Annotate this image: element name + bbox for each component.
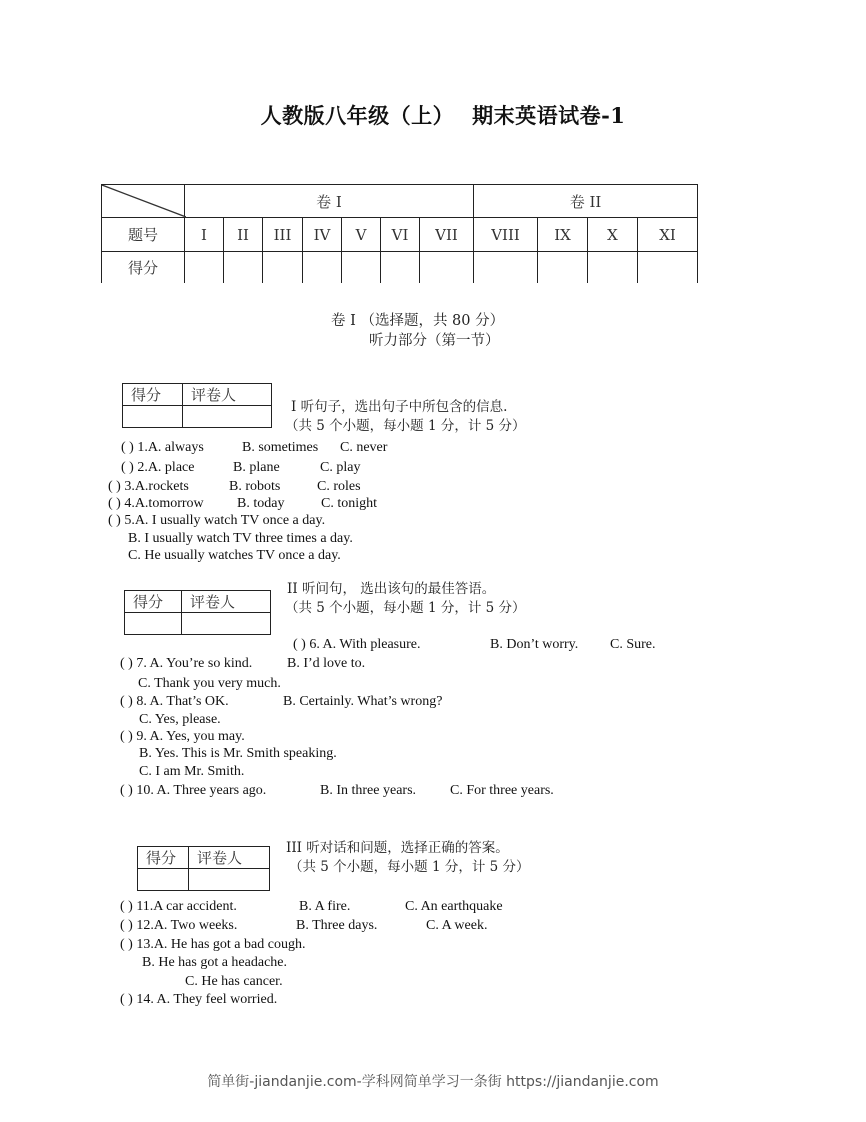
grader-score-label: 得分: [125, 591, 182, 613]
part3-points: （共 5 个小题，每小题 1 分，计 5 分）: [289, 859, 530, 875]
question-2-option-c: C. play: [320, 460, 361, 475]
question-9-option-c: C. I am Mr. Smith.: [139, 764, 245, 779]
question-4-option-c: C. tonight: [321, 496, 378, 511]
score-cell[interactable]: [420, 252, 474, 284]
grader-name-cell[interactable]: [182, 613, 271, 635]
footer-watermark: 简单街-jiandanjie.com-学科网简单学习一条街 https://jiandanjie.com: [207, 1074, 659, 1090]
question-9: ( ) 9. A. Yes, you may.: [120, 729, 245, 744]
grader-score-label: 得分: [138, 847, 189, 869]
question-8-option-c: C. Yes, please.: [139, 712, 221, 727]
group-header-paper2: 卷 II: [474, 185, 698, 218]
score-cell[interactable]: [303, 252, 342, 284]
score-cell[interactable]: [263, 252, 303, 284]
question-8: ( ) 8. A. That’s OK.: [120, 694, 229, 709]
score-cell[interactable]: [224, 252, 263, 284]
diagonal-line-icon: [102, 185, 186, 218]
part3-instruction: III 听对话和问题，选择正确的答案。: [286, 840, 509, 856]
grader-name-cell[interactable]: [183, 406, 272, 428]
grader-name-label: 评卷人: [183, 384, 272, 406]
question-10-option-c: C. For three years.: [450, 783, 554, 798]
question-3-option-c: C. roles: [317, 479, 361, 494]
row-label-score: 得分: [102, 252, 185, 284]
grader-score-cell[interactable]: [125, 613, 182, 635]
score-table: [101, 184, 698, 283]
diagonal-header-cell: [102, 185, 185, 218]
question-13: ( ) 13.A. He has got a bad cough.: [120, 937, 306, 952]
question-1: ( ) 1.A. always: [121, 440, 204, 455]
question-7-option-c: C. Thank you very much.: [138, 676, 281, 691]
page-title: [0, 100, 866, 130]
question-3: ( ) 3.A.rockets: [108, 479, 189, 494]
question-6: ( ) 6. A. With pleasure.: [293, 637, 421, 652]
question-2-option-b: B. plane: [233, 460, 280, 475]
grader-name-label: 评卷人: [182, 591, 271, 613]
column-header: II: [224, 218, 263, 252]
question-10-option-b: B. In three years.: [320, 783, 417, 798]
score-cell[interactable]: [474, 252, 538, 284]
question-7-option-b: B. I’d love to.: [287, 656, 366, 671]
question-5-option-c: C. He usually watches TV once a day.: [128, 548, 341, 563]
question-6-option-c: C. Sure.: [610, 637, 656, 652]
column-header: IV: [303, 218, 342, 252]
question-3-option-b: B. robots: [229, 479, 281, 494]
question-14: ( ) 14. A. They feel worried.: [120, 992, 278, 1007]
question-11: ( ) 11.A car accident.: [120, 899, 237, 914]
column-header: I: [185, 218, 224, 252]
question-4: ( ) 4.A.tomorrow: [108, 496, 204, 511]
grader-box: [122, 383, 272, 428]
column-header: VI: [381, 218, 420, 252]
group-header-paper1: 卷 I: [185, 185, 474, 218]
section-header-line2: 听力部分（第一节）: [369, 333, 500, 349]
part2-instruction: II 听问句， 选出该句的最佳答语。: [287, 581, 496, 597]
question-11-option-b: B. A fire.: [299, 899, 351, 914]
question-5: ( ) 5.A. I usually watch TV once a day.: [108, 513, 326, 528]
question-8-option-b: B. Certainly. What’s wrong?: [283, 694, 443, 709]
score-cell[interactable]: [381, 252, 420, 284]
question-7: ( ) 7. A. You’re so kind.: [120, 656, 253, 671]
column-header: VIII: [474, 218, 538, 252]
part1-points: （共 5 个小题，每小题 1 分，计 5 分）: [285, 418, 526, 434]
score-cell[interactable]: [588, 252, 638, 284]
question-12-option-b: B. Three days.: [296, 918, 378, 933]
question-4-option-b: B. today: [237, 496, 285, 511]
grader-score-cell[interactable]: [138, 869, 189, 891]
score-cell[interactable]: [538, 252, 588, 284]
question-13-option-b: B. He has got a headache.: [142, 955, 287, 970]
title-part2: 期末英语试卷-1: [472, 103, 626, 128]
question-13-option-c: C. He has cancer.: [185, 974, 283, 989]
question-11-option-c: C. An earthquake: [405, 899, 503, 914]
grader-box: [124, 590, 271, 635]
title-part1: 人教版八年级（上）: [260, 103, 455, 128]
question-6-option-b: B. Don’t worry.: [490, 637, 579, 652]
column-header: VII: [420, 218, 474, 252]
grader-box: [137, 846, 270, 891]
question-5-option-b: B. I usually watch TV three times a day.: [128, 531, 353, 546]
column-header: III: [263, 218, 303, 252]
question-1-option-c: C. never: [340, 440, 388, 455]
part2-points: （共 5 个小题，每小题 1 分，计 5 分）: [285, 600, 526, 616]
column-header: V: [342, 218, 381, 252]
row-label-question-no: 题号: [102, 218, 185, 252]
part1-instruction: I 听句子，选出句子中所包含的信息.: [291, 399, 508, 415]
question-12: ( ) 12.A. Two weeks.: [120, 918, 238, 933]
question-10: ( ) 10. A. Three years ago.: [120, 783, 267, 798]
question-12-option-c: C. A week.: [426, 918, 488, 933]
grader-name-cell[interactable]: [189, 869, 270, 891]
question-2: ( ) 2.A. place: [121, 460, 195, 475]
question-9-option-b: B. Yes. This is Mr. Smith speaking.: [139, 746, 337, 761]
score-cell[interactable]: [638, 252, 698, 284]
grader-score-cell[interactable]: [123, 406, 183, 428]
section-header-line1: 卷 I （选择题，共 80 分）: [331, 313, 505, 329]
score-cell[interactable]: [185, 252, 224, 284]
column-header: IX: [538, 218, 588, 252]
grader-name-label: 评卷人: [189, 847, 270, 869]
grader-score-label: 得分: [123, 384, 183, 406]
column-header: X: [588, 218, 638, 252]
question-1-option-b: B. sometimes: [242, 440, 319, 455]
score-cell[interactable]: [342, 252, 381, 284]
column-header: XI: [638, 218, 698, 252]
